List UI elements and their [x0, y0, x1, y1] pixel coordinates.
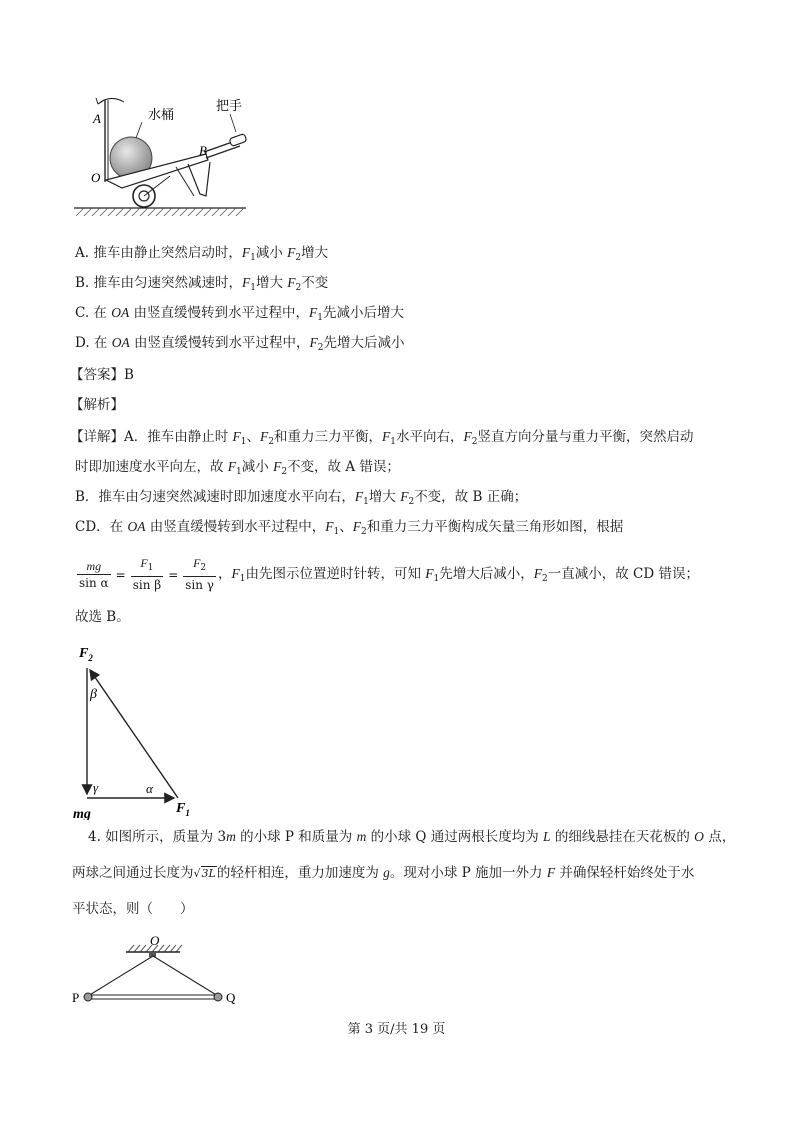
- fraction-f1: $\frac{F_1}{\text{sin β}}$: [132, 556, 162, 592]
- label-q: Q: [226, 990, 236, 1005]
- page-footer: 第 3 页/共 19 页: [347, 1022, 446, 1037]
- force-triangle-figure: [72, 640, 202, 820]
- question4-line-3: 平状态，则（ ）: [72, 901, 194, 917]
- detail-equation-line: $\frac{mg}{\text{sin α}}$ = $\frac{F_1}{\text{sin β}}$ = $\frac{F_2}{\text{sin γ}}$ ，$F_1$由先图示位置逆时针转，可知 $F_1$先增大后减小，$F_2$一直减小，故 CD 错误；: [79, 556, 699, 592]
- question4-line-2: 两球之间通过长度为√3L的轻杆相连，重力加速度为 g。现对小球 P 施加一外力 F 并确保轻杆始终处于水: [72, 865, 695, 881]
- pq-rod-figure: [68, 932, 248, 1010]
- detail-line-4: CD．在 OA 由竖直缓慢转到水平过程中，$F_1$、$F_2$和重力三力平衡构成矢量三角形如图，根据: [75, 519, 624, 537]
- wheelbarrow-figure: [70, 92, 260, 227]
- label-bucket: 水桶: [148, 107, 175, 122]
- label-o: O: [150, 933, 160, 948]
- label-O: O: [91, 170, 101, 185]
- option-b: B. 推车由匀速突然减速时，$F_1$增大 $F_2$不变: [75, 275, 329, 293]
- detail-conclusion: 故选 B。: [75, 609, 130, 625]
- sqrt-3L: √3L: [193, 867, 216, 880]
- detail-line-1: 【详解】A．推车由静止时 $F_1$、$F_2$和重力三力平衡，$F_1$水平向右，$F_2$竖直方向分量与重力平衡，突然启动: [70, 429, 694, 447]
- label-p: P: [72, 990, 80, 1005]
- label-f2: $F_2$: [79, 646, 93, 663]
- label-A: A: [93, 111, 101, 126]
- detail-line-3: B．推车由匀速突然减速时即加速度水平向右，$F_1$增大 $F_2$不变，故 B 正确；: [75, 489, 528, 507]
- analysis-tag: 【解析】: [70, 397, 124, 413]
- label-beta: β: [90, 687, 97, 702]
- option-a: A. 推车由静止突然启动时，$F_1$减小 $F_2$增大: [75, 245, 329, 263]
- fraction-mg: $\frac{mg}{\text{sin α}}$: [79, 558, 109, 590]
- option-c: C. 在 OA 由竖直缓慢转到水平过程中，$F_1$先减小后增大: [75, 305, 405, 323]
- detail-line-2: 时即加速度水平向左，故 $F_1$减小 $F_2$不变，故 A 错误；: [75, 459, 400, 477]
- label-alpha: α: [146, 781, 153, 796]
- fraction-f2: $\frac{F_2}{\text{sin γ}}$: [185, 556, 214, 592]
- label-f1: $F_1$: [176, 801, 190, 818]
- label-handle: 把手: [216, 98, 243, 113]
- answer-line: 【答案】B: [70, 367, 134, 383]
- label-B: B: [199, 143, 207, 158]
- question4-line-1: 4. 如图所示，质量为 3m 的小球 P 和质量为 m 的小球 Q 通过两根长度均为 L 的细线悬挂在天花板的 O 点，: [88, 829, 736, 845]
- label-gamma: γ: [93, 780, 99, 795]
- option-d: D. 在 OA 由竖直缓慢转到水平过程中，$F_2$先增大后减小: [75, 335, 405, 353]
- label-mg: mg: [73, 807, 91, 820]
